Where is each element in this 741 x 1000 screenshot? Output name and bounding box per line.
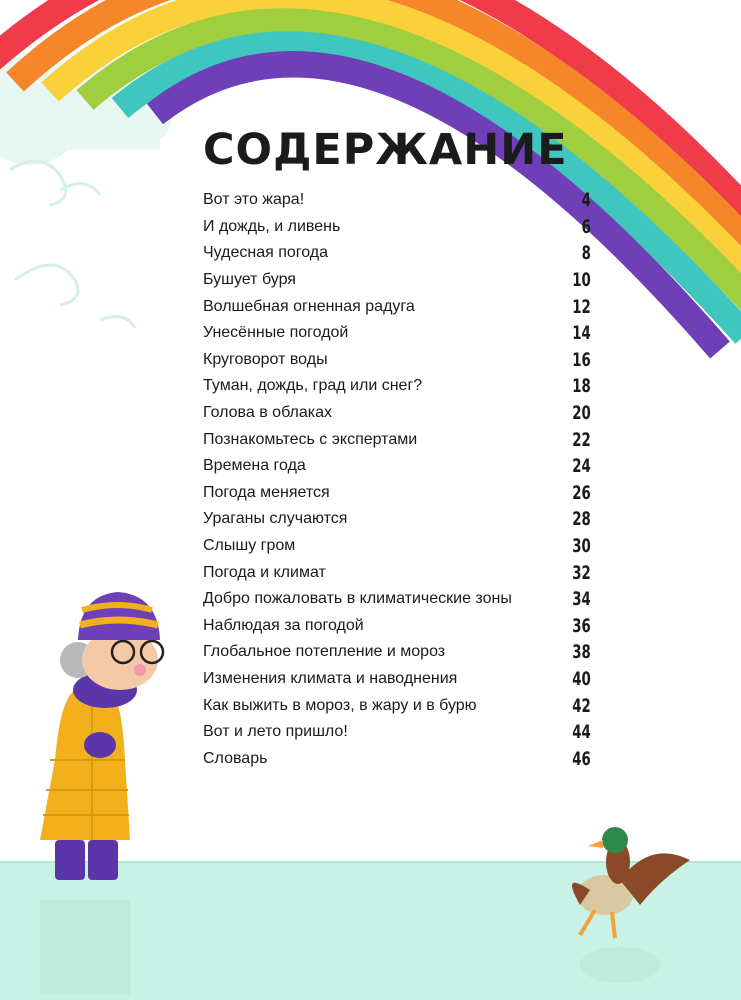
toc-entry[interactable] bbox=[203, 586, 591, 613]
toc-entry-title: Познакомьтесь с экспертами bbox=[203, 430, 418, 448]
toc-entry-page: 44 bbox=[572, 721, 591, 744]
toc-entry-title: Глобальное потепление и мороз bbox=[203, 643, 446, 661]
toc-entry[interactable] bbox=[203, 506, 591, 533]
toc-entry[interactable] bbox=[203, 426, 591, 453]
toc-entry[interactable] bbox=[203, 214, 591, 241]
toc-entry-page: 4 bbox=[581, 189, 591, 212]
toc-entry-page: 28 bbox=[572, 508, 591, 531]
toc-entry-title: Круговорот воды bbox=[203, 350, 328, 368]
toc-entry-title: Туман, дождь, град или снег? bbox=[203, 377, 423, 395]
toc-entry[interactable] bbox=[203, 347, 591, 374]
toc-entry[interactable] bbox=[203, 613, 591, 640]
toc-entry-title: Бушует буря bbox=[203, 271, 296, 289]
toc-entry-page: 6 bbox=[581, 215, 591, 238]
toc-entry[interactable] bbox=[203, 719, 591, 746]
toc-entry[interactable] bbox=[203, 400, 591, 427]
table-of-contents bbox=[203, 187, 591, 772]
toc-entry-page: 40 bbox=[572, 667, 591, 690]
toc-entry-page: 46 bbox=[572, 747, 591, 770]
toc-entry[interactable] bbox=[203, 453, 591, 480]
toc-entry-page: 20 bbox=[572, 402, 591, 425]
toc-entry[interactable] bbox=[203, 240, 591, 267]
toc-entry-page: 26 bbox=[572, 481, 591, 504]
toc-entry-title: Словарь bbox=[203, 749, 268, 767]
toc-entry[interactable] bbox=[203, 745, 591, 772]
toc-entry-title: Наблюдая за погодой bbox=[203, 616, 364, 634]
toc-entry[interactable] bbox=[203, 320, 591, 347]
toc-entry-page: 42 bbox=[572, 694, 591, 717]
toc-entry-title: Погода и климат bbox=[203, 563, 326, 581]
toc-entry-page: 22 bbox=[572, 428, 591, 451]
toc-entry[interactable] bbox=[203, 692, 591, 719]
toc-entry[interactable] bbox=[203, 480, 591, 507]
toc-entry[interactable] bbox=[203, 639, 591, 666]
toc-entry-page: 34 bbox=[572, 588, 591, 611]
toc-entry-title: Ураганы случаются bbox=[203, 510, 348, 528]
toc-entry-title: Вот это жара! bbox=[203, 191, 305, 209]
toc-entry[interactable] bbox=[203, 533, 591, 560]
toc-entry-page: 10 bbox=[572, 269, 591, 292]
toc-entry-page: 30 bbox=[572, 535, 591, 558]
toc-entry[interactable] bbox=[203, 373, 591, 400]
toc-entry-title: Вот и лето пришло! bbox=[203, 723, 348, 741]
toc-entry-title: Добро пожаловать в климатические зоны bbox=[203, 590, 512, 608]
toc-entry-title: Волшебная огненная радуга bbox=[203, 297, 415, 315]
toc-entry-title: Погода меняется bbox=[203, 483, 330, 501]
toc-entry-title: Слышу гром bbox=[203, 537, 296, 555]
toc-entry[interactable] bbox=[203, 267, 591, 294]
toc-entry-page: 12 bbox=[572, 295, 591, 318]
toc-entry-title: Унесённые погодой bbox=[203, 324, 349, 342]
toc-entry-title: Времена года bbox=[203, 457, 306, 475]
toc-entry-page: 18 bbox=[572, 375, 591, 398]
toc-entry-title: Как выжить в мороз, в жару и в бурю bbox=[203, 696, 477, 714]
toc-entry[interactable] bbox=[203, 666, 591, 693]
toc-entry-title: Голова в облаках bbox=[203, 404, 332, 422]
toc-entry-page: 36 bbox=[572, 614, 591, 637]
toc-entry-page: 24 bbox=[572, 455, 591, 478]
toc-entry-page: 32 bbox=[572, 561, 591, 584]
toc-entry-title: И дождь, и ливень bbox=[203, 217, 341, 235]
toc-entry-title: Изменения климата и наводнения bbox=[203, 669, 458, 687]
toc-entry[interactable] bbox=[203, 559, 591, 586]
toc-entry[interactable] bbox=[203, 293, 591, 320]
toc-entry-page: 16 bbox=[572, 348, 591, 371]
toc-entry-title: Чудесная погода bbox=[203, 244, 329, 262]
swirl-decor bbox=[10, 161, 135, 328]
page-title: СОДЕРЖАНИЕ bbox=[203, 125, 568, 175]
toc-entry-page: 38 bbox=[572, 641, 591, 664]
toc-entry-page: 14 bbox=[572, 322, 591, 345]
toc-entry[interactable] bbox=[203, 187, 591, 214]
toc-entry-page: 8 bbox=[581, 242, 591, 265]
